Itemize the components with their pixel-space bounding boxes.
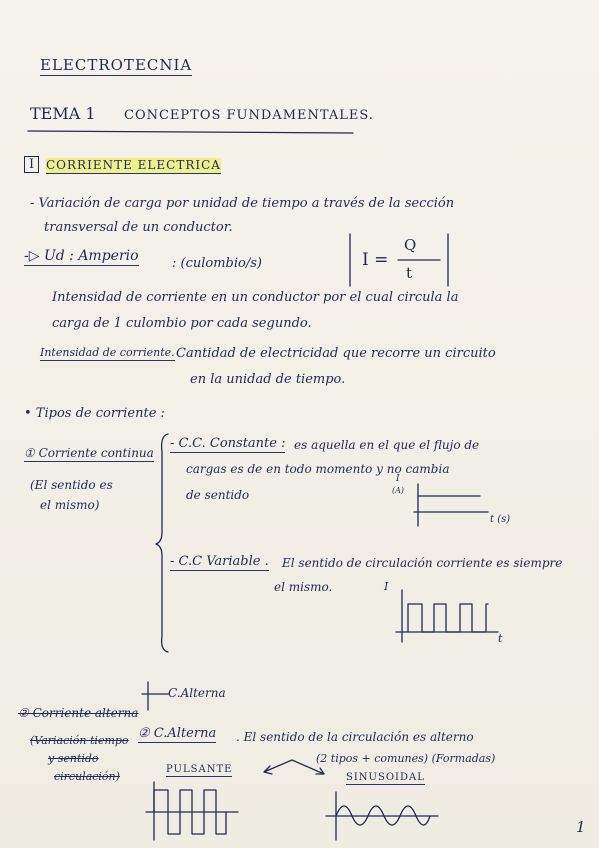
ac-branch-arrows xyxy=(262,756,332,778)
unit-detail: : (culombio/s) xyxy=(172,256,262,271)
ac-pulsante-graph xyxy=(146,780,242,842)
formula-denominator: t xyxy=(406,264,413,282)
dc-variable-axis-y: I xyxy=(384,580,389,593)
ac-crossed-note-2: y sentido xyxy=(48,752,99,765)
types-heading: • Tipos de corriente : xyxy=(24,406,165,421)
dc-axis-y-label: I xyxy=(396,474,400,484)
dc-variable-axis-x: t xyxy=(498,632,503,645)
dc-axis-y-unit: (A) xyxy=(392,486,405,495)
intensity-def-line-1: Cantidad de electricidad que recorre un circuito xyxy=(176,346,496,361)
formula-lhs: I = xyxy=(362,250,389,270)
definition-line-2: transversal de un conductor. xyxy=(44,220,233,235)
ac-pulsante-label: PULSANTE xyxy=(166,764,233,775)
ac-line-2: (2 tipos + comunes) (Formadas) xyxy=(316,752,496,765)
dc-constant-line-3: de sentido xyxy=(186,488,250,502)
page-number: 1 xyxy=(576,818,586,836)
section-marker: I xyxy=(24,156,39,173)
intensity-def-line-2: en la unidad de tiempo. xyxy=(190,372,346,387)
dc-constant-term: - C.C. Constante : xyxy=(170,436,286,451)
formula-numerator: Q xyxy=(404,236,417,254)
topic-underline xyxy=(28,128,358,134)
ac-side-note: C.Alterna xyxy=(168,686,226,700)
ac-sinusoidal-label: SINUSOIDAL xyxy=(346,772,425,783)
intensity-line-1: Intensidad de corriente en un conductor por el cual circula la xyxy=(52,290,459,305)
dc-variable-line-1: El sentido de circulación corriente es siempre xyxy=(282,556,563,570)
unit-label: -▷ Ud : Amperio xyxy=(24,248,139,264)
dc-constant-graph xyxy=(414,482,494,530)
section-title: CORRIENTE ELECTRICA xyxy=(46,158,221,172)
intensity-line-2: carga de 1 culombio por cada segundo. xyxy=(52,316,312,331)
ac-crossed-note-3: circulación) xyxy=(54,770,120,783)
dc-label: ① Corriente continua xyxy=(24,446,154,460)
dc-note-2: el mismo) xyxy=(40,498,100,512)
dc-constant-line-1: es aquella en el que el flujo de xyxy=(294,438,480,452)
ac-crossed-label: ② Corriente alterna xyxy=(18,706,139,720)
intensity-def-term: Intensidad de corriente. xyxy=(40,346,175,359)
ac-side-bracket xyxy=(140,680,170,714)
dc-variable-graph xyxy=(396,590,508,648)
topic-title: CONCEPTOS FUNDAMENTALES. xyxy=(124,108,374,123)
dc-variable-term: - C.C Variable . xyxy=(170,554,269,569)
ac-label: ② C.Alterna xyxy=(138,726,217,741)
dc-note-1: (El sentido es xyxy=(30,478,113,492)
ac-sinusoidal-graph xyxy=(326,790,442,842)
dc-brace xyxy=(156,432,176,654)
subject-title: ELECTROTECNIA xyxy=(40,56,193,74)
ac-line-1: . El sentido de la circulación es alterno xyxy=(236,730,474,744)
dc-constant-line-2: cargas es de en todo momento y no cambia xyxy=(186,462,450,476)
ac-crossed-note-1: (Variación tiempo xyxy=(30,734,129,747)
topic-number: TEMA 1 xyxy=(30,104,96,123)
dc-axis-x-label: t (s) xyxy=(490,514,511,525)
definition-line-1: - Variación de carga por unidad de tiempo a través de la sección xyxy=(30,196,455,211)
dc-variable-line-2: el mismo. xyxy=(274,580,333,594)
